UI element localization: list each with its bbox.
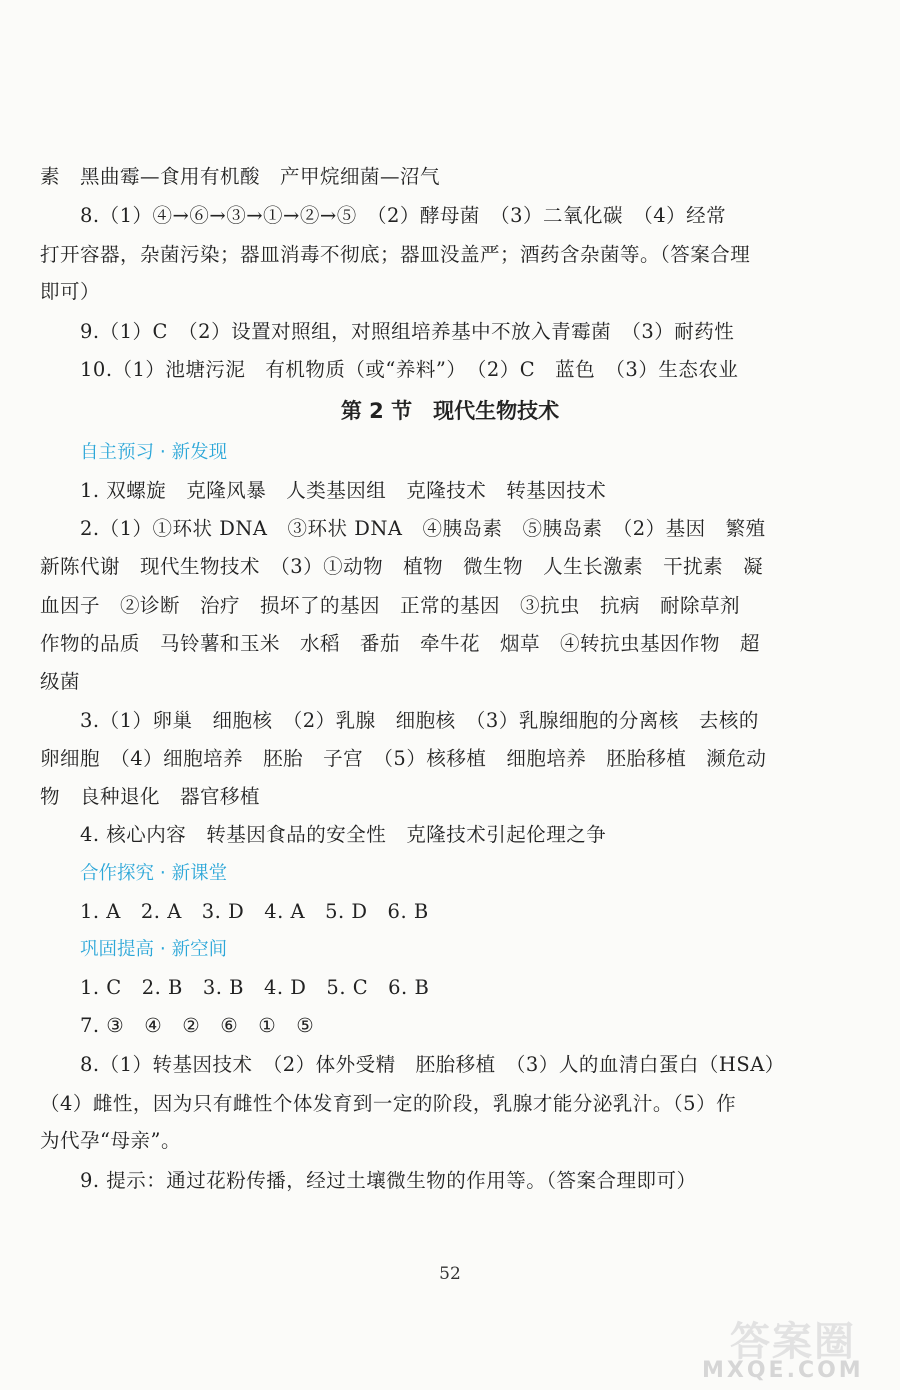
text-line: 9. 提示：通过花粉传播，经过土壤微生物的作用等。（答案合理即可） [80,1169,697,1192]
text-line: 4. 核心内容 转基因食品的安全性 克隆技术引起伦理之争 [80,823,607,846]
text-line: 1. C 2. B 3. B 4. D 5. C 6. B [80,976,430,999]
text-line: 1. A 2. A 3. D 4. A 5. D 6. B [80,900,429,923]
text-line: 3.（1）卵巢 细胞核 （2）乳腺 细胞核 （3）乳腺细胞的分离核 去核的 [80,709,759,732]
section-label-consolidate: 巩固提高 · 新空间 [80,939,228,960]
page-number: 52 [439,1264,461,1284]
text-line: 9.（1）C （2）设置对照组，对照组培养基中不放入青霉菌 （3）耐药性 [80,320,735,343]
text-line: 素 黑曲霉—食用有机酸 产甲烷细菌—沼气 [40,165,441,188]
text-line: 8.（1）④→⑥→③→①→②→⑤ （2）酵母菌 （3）二氧化碳 （4）经常 [80,204,727,227]
text-line: 7. ③ ④ ② ⑥ ① ⑤ [80,1014,315,1037]
watermark-url: MXQE.COM [702,1358,864,1383]
text-line: 8.（1）转基因技术 （2）体外受精 胚胎移植 （3）人的血清白蛋白（HSA） [80,1053,785,1076]
text-line: 新陈代谢 现代生物技术 （3）①动物 植物 微生物 人生长激素 干扰素 凝 [40,555,764,578]
text-line: 作物的品质 马铃薯和玉米 水稻 番茄 牵牛花 烟草 ④转抗虫基因作物 超 [40,632,761,655]
section-heading: 第 2 节 现代生物技术 [340,399,560,423]
watermark-logo [700,1310,895,1385]
text-line: 即可） [40,280,101,303]
text-line: 为代孕“母亲”。 [40,1129,181,1152]
text-line: 卵细胞 （4）细胞培养 胚胎 子宫 （5）核移植 细胞培养 胚胎移植 濒危动 [40,747,767,770]
text-line: 10.（1）池塘污泥 有机物质（或“养料”） （2）C 蓝色 （3）生态农业 [80,358,739,381]
text-line: 2.（1）①环状 DNA ③环状 DNA ④胰岛素 ⑤胰岛素 （2）基因 繁殖 [80,517,766,540]
text-line: 血因子 ②诊断 治疗 损坏了的基因 正常的基因 ③抗虫 抗病 耐除草剂 [40,594,741,617]
text-line: 打开容器，杂菌污染；器皿消毒不彻底；器皿没盖严；酒药含杂菌等。（答案合理 [40,243,751,266]
text-line: 级菌 [40,670,81,693]
section-label-preview: 自主预习 · 新发现 [80,442,228,463]
text-line: 物 良种退化 器官移植 [40,785,261,808]
text-line: 1. 双螺旋 克隆风暴 人类基因组 克隆技术 转基因技术 [80,479,607,502]
section-label-classroom: 合作探究 · 新课堂 [80,863,228,884]
text-line: （4）雌性，因为只有雌性个体发育到一定的阶段，乳腺才能分泌乳汁。（5）作 [40,1092,737,1115]
watermark-text: 答案圈 [730,1319,856,1365]
